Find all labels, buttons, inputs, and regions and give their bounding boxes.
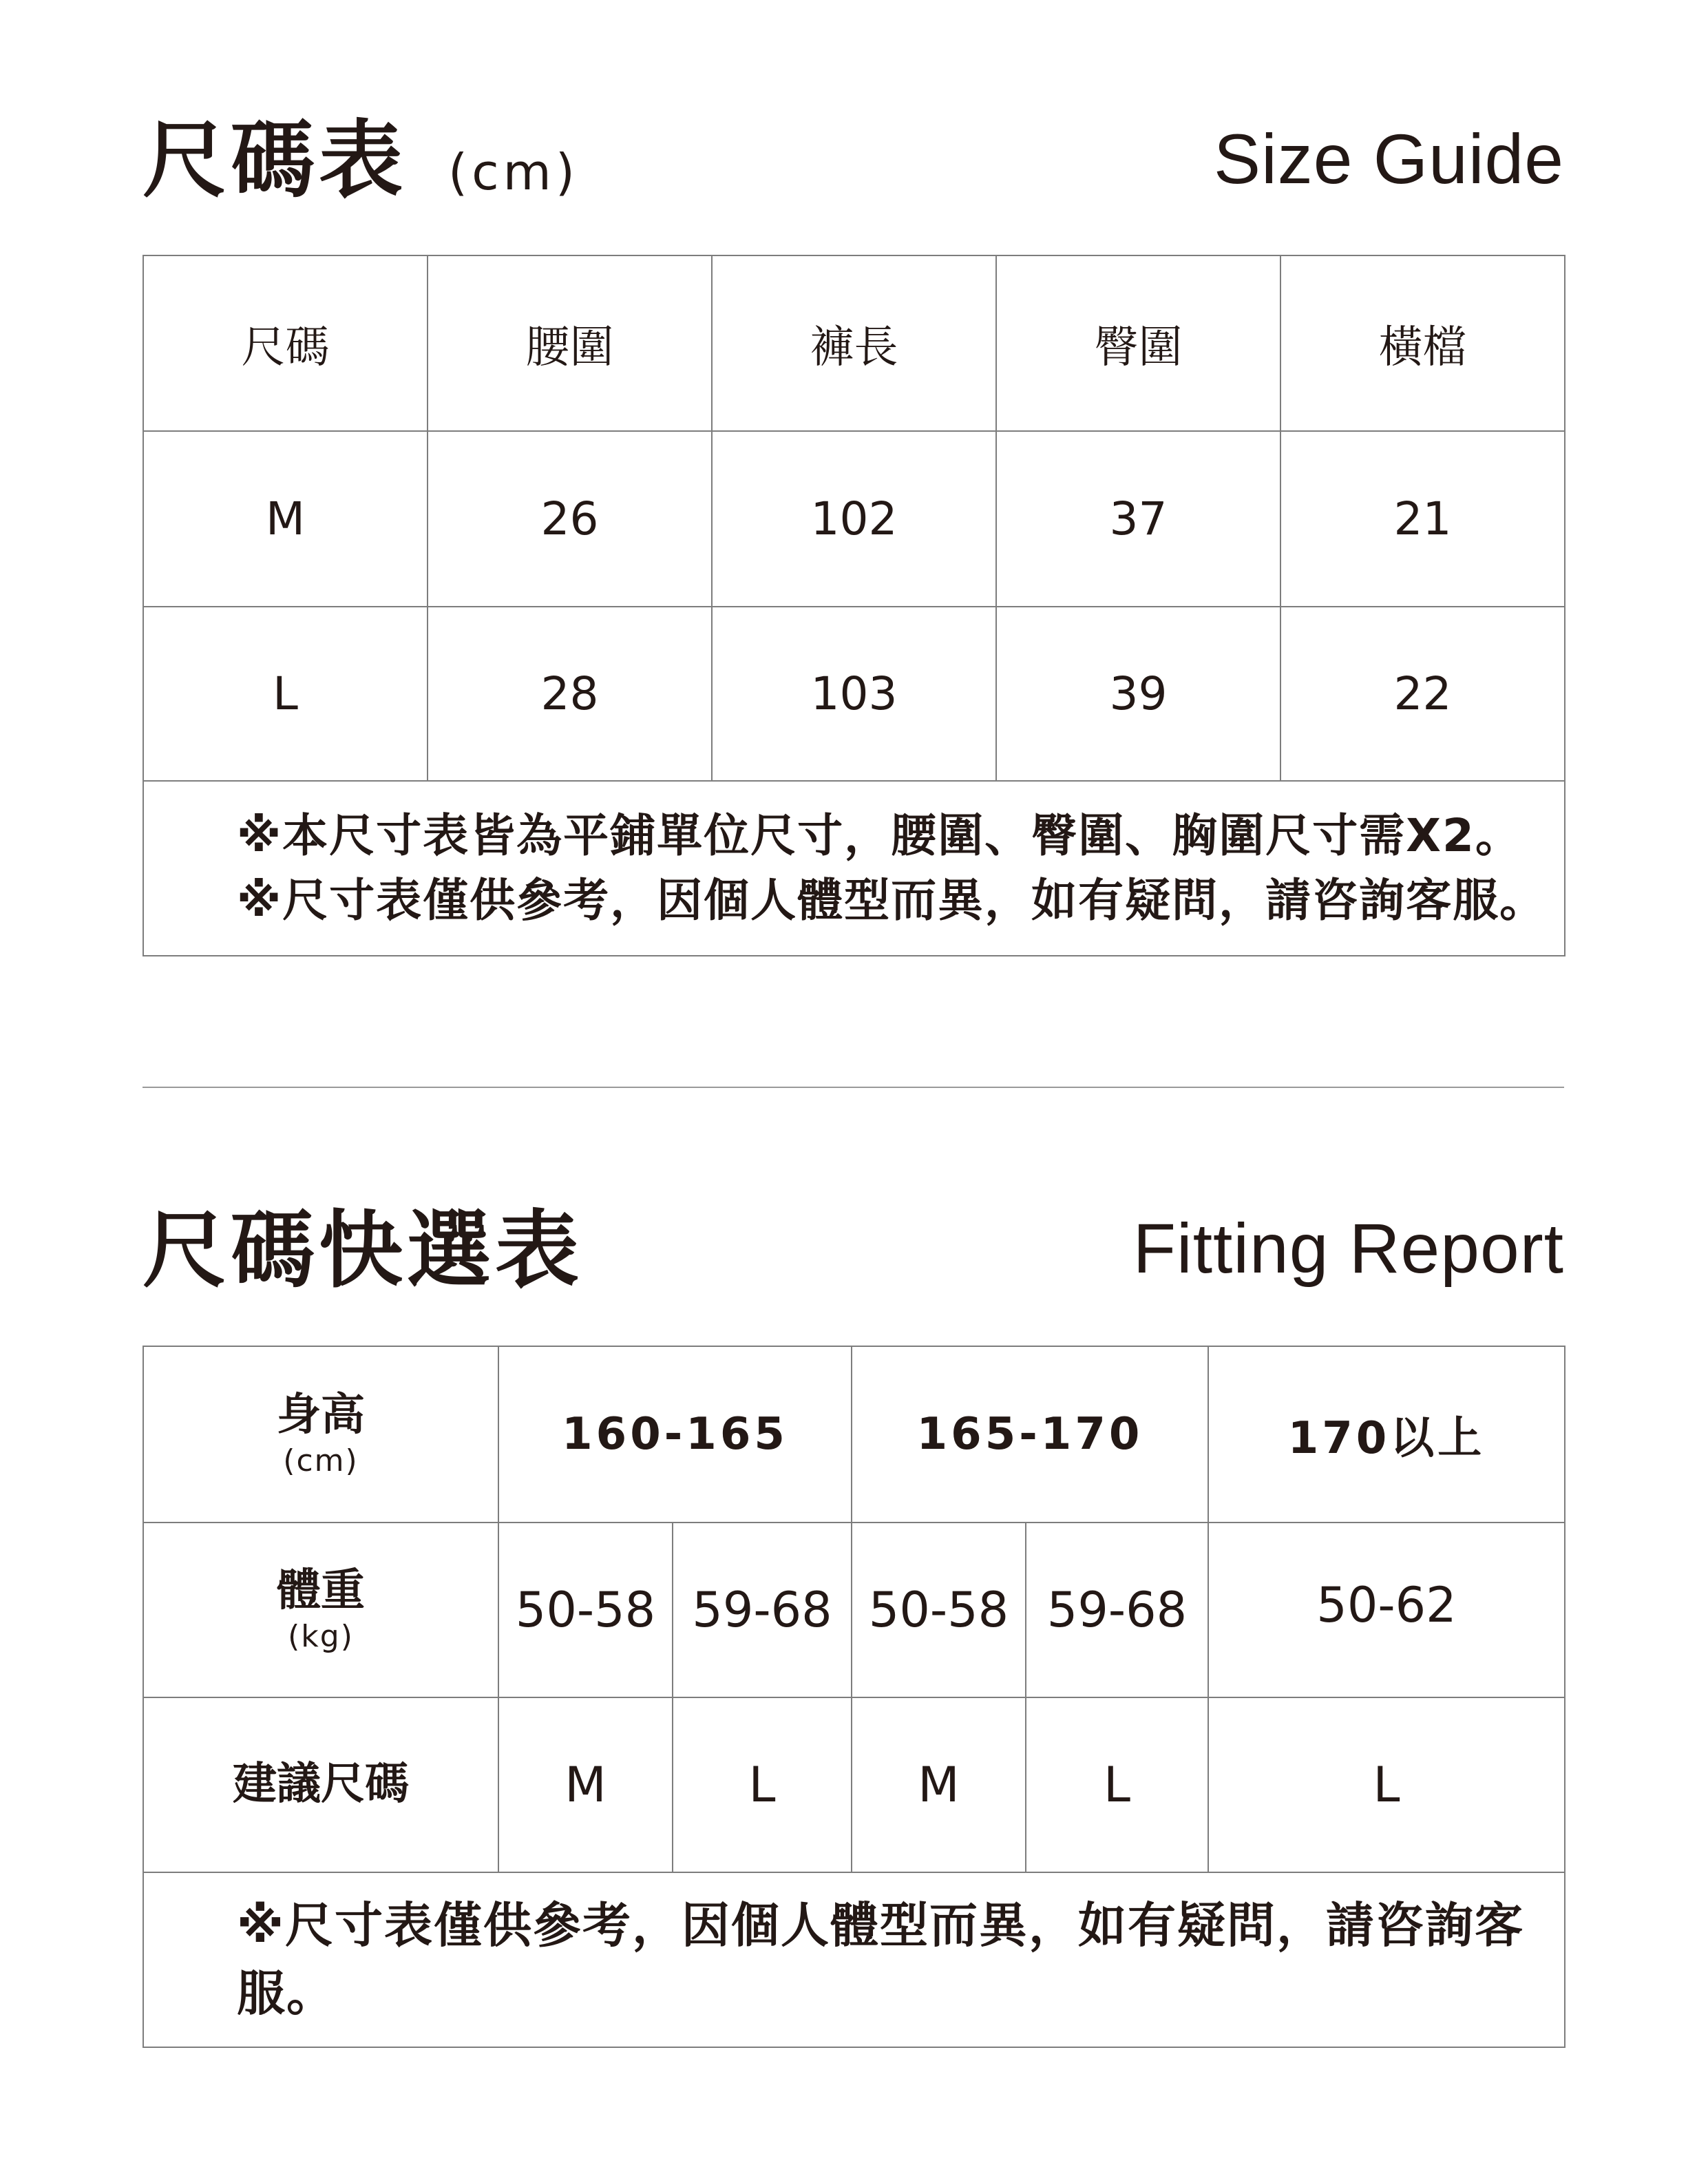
size-guide-header-row — [143, 255, 1565, 431]
size-label: 建議尺碼 — [143, 1697, 498, 1872]
size-guide-notes-row — [143, 781, 1565, 956]
cell-waist: 26 — [428, 431, 712, 607]
size-guide-notes — [143, 781, 1565, 956]
height-range-2: 165-170 — [852, 1346, 1208, 1523]
size-guide-unit: (cm) — [448, 143, 579, 201]
size-guide-table — [143, 255, 1565, 956]
size-cell: L — [1026, 1697, 1208, 1872]
cell-crotch: 21 — [1280, 431, 1565, 607]
cell-size: L — [143, 607, 428, 781]
height-unit: (cm) — [283, 1443, 359, 1478]
cell-hip: 39 — [996, 607, 1280, 781]
cell-length: 102 — [712, 431, 996, 607]
size-row — [143, 1697, 1565, 1872]
weight-row — [143, 1523, 1565, 1697]
weight-cell: 50-58 — [852, 1523, 1026, 1697]
table-row — [143, 607, 1565, 781]
header-crotch: 橫檔 — [1280, 255, 1565, 431]
size-guide-note-1: ※本尺寸表皆為平鋪單位尺寸，腰圍、臀圍、胸圍尺寸需X2。 — [237, 809, 1522, 863]
size-cell: M — [852, 1697, 1026, 1872]
weight-cell: 50-62 — [1208, 1523, 1565, 1697]
fitting-report-title: 尺碼快選表 — [143, 1202, 583, 1299]
size-cell: L — [673, 1697, 852, 1872]
weight-cell: 50-58 — [498, 1523, 673, 1697]
cell-crotch: 22 — [1280, 607, 1565, 781]
weight-label-cell — [143, 1523, 498, 1697]
fitting-notes — [143, 1872, 1565, 2047]
size-cell: L — [1208, 1697, 1565, 1872]
header-size: 尺碼 — [143, 255, 428, 431]
size-guide-title — [143, 112, 579, 209]
cell-size: M — [143, 431, 428, 607]
weight-cell: 59-68 — [1026, 1523, 1208, 1697]
size-cell: M — [498, 1697, 673, 1872]
height-row — [143, 1346, 1565, 1523]
cell-hip: 37 — [996, 431, 1280, 607]
height-label-cell — [143, 1346, 498, 1523]
fitting-report-table — [143, 1346, 1565, 2048]
height-range-3: 170以上 — [1208, 1346, 1565, 1523]
size-guide-title-text: 尺碼表 — [143, 112, 407, 209]
fitting-report-title-en: Fitting Report — [1132, 1209, 1564, 1288]
header-length: 褲長 — [712, 255, 996, 431]
header-hip: 臀圍 — [996, 255, 1280, 431]
fitting-note: ※尺寸表僅供參考，因個人體型而異，如有疑問，請咨詢客服。 — [237, 1896, 1525, 2022]
fitting-notes-row — [143, 1872, 1565, 2047]
weight-unit: (kg) — [288, 1618, 354, 1654]
section-divider — [143, 1087, 1564, 1088]
height-label: 身高 — [277, 1389, 365, 1441]
weight-label: 體重 — [277, 1565, 365, 1616]
size-guide-note-2: ※尺寸表僅供參考，因個人體型而異，如有疑問，請咨詢客服。 — [237, 874, 1547, 927]
cell-length: 103 — [712, 607, 996, 781]
size-guide-title-en: Size Guide — [1214, 120, 1564, 198]
cell-waist: 28 — [428, 607, 712, 781]
weight-cell: 59-68 — [673, 1523, 852, 1697]
header-waist: 腰圍 — [428, 255, 712, 431]
height-range-1: 160-165 — [498, 1346, 852, 1523]
table-row — [143, 431, 1565, 607]
